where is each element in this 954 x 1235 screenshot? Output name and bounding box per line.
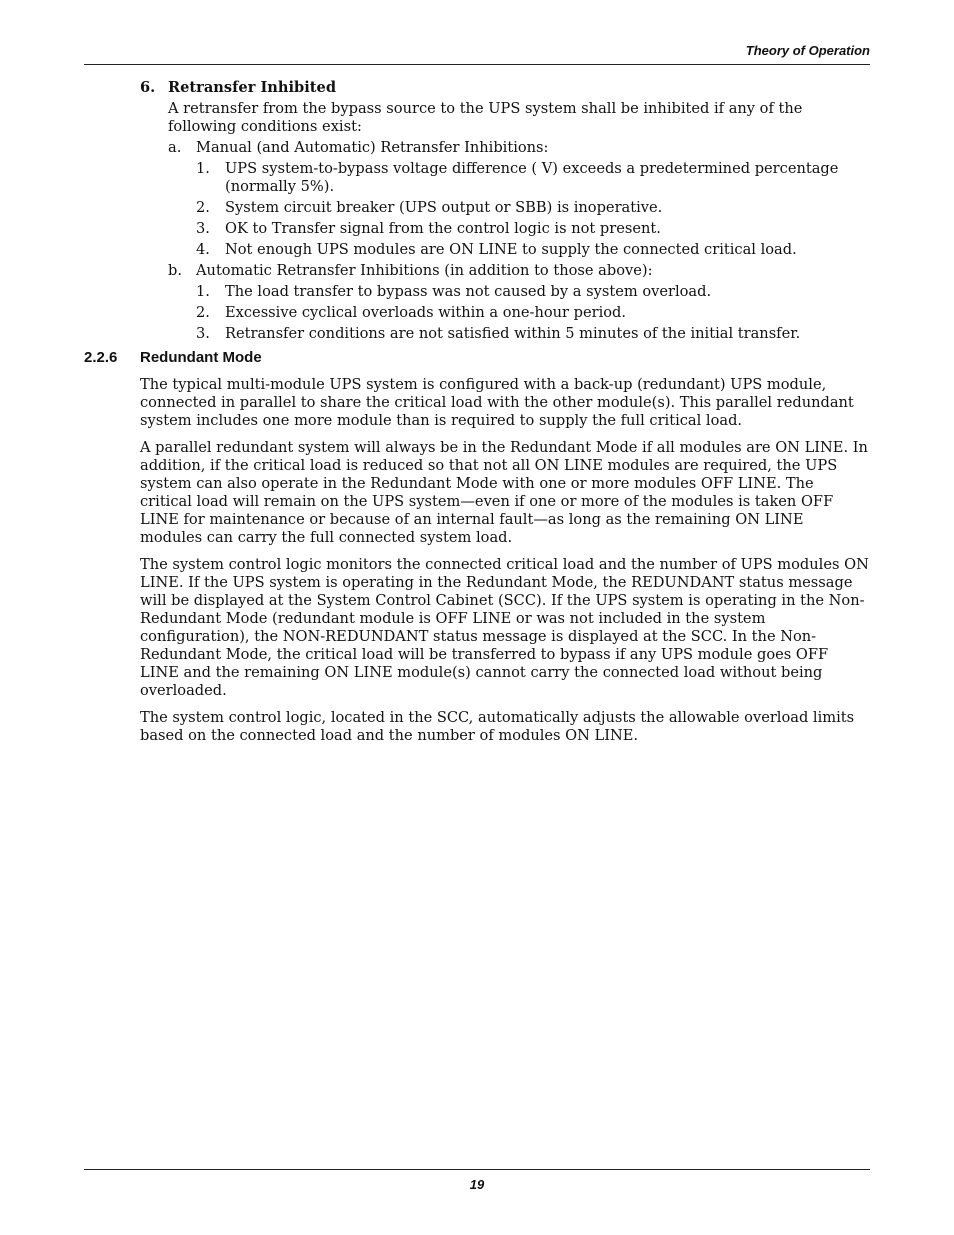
list-item-number: 2. (196, 304, 210, 321)
page-content (84, 79, 870, 745)
item-6-intro: A retransfer from the bypass source to the UPS system shall be inhibited if any of the following conditions exist: (168, 100, 803, 135)
section-number: 2.2.6 (84, 349, 118, 366)
running-header-title: Theory of Operation (745, 43, 870, 58)
list-item-number: 1. (196, 160, 210, 177)
list-item-text: System circuit breaker (UPS output or SBB) is inoperative. (225, 199, 663, 216)
list-item-text: The load transfer to bypass was not caused by a system overload. (225, 283, 712, 300)
item-6-title: Retransfer Inhibited (168, 79, 337, 96)
sub-item-b-text: Automatic Retransfer Inhibitions (in addition to those above): (196, 262, 653, 279)
item-6-number: 6. (140, 79, 156, 96)
list-item-number: 2. (196, 199, 210, 216)
body-paragraph: The system control logic monitors the connected critical load and the number of UPS modules ON LINE. If the UPS system is operating in the Redundant Mode, the REDUNDANT status message will be displayed at the System Control Cabinet (SCC). If the UPS system is operating in the Non-Redundant Mode (redundant module is OFF LINE or was not included in the system configuration), the NON-REDUNDANT status message is displayed at the SCC. In the Non-Redundant Mode, the critical load will be transferred to bypass if any UPS module goes OFF LINE and the remaining ON LINE module(s) cannot carry the connected load without being overloaded. (140, 556, 869, 699)
list-item-text: UPS system-to-bypass voltage difference ( V) exceeds a predetermined percentage (normally 5%). (225, 160, 839, 195)
list-item (196, 241, 870, 259)
header-rule (84, 64, 870, 65)
page-number: 19 (469, 1177, 485, 1192)
list-item (196, 325, 870, 343)
list-item-text: OK to Transfer signal from the control logic is not present. (225, 220, 661, 237)
sub-item-a-text: Manual (and Automatic) Retransfer Inhibitions: (196, 139, 549, 156)
body-paragraph: The typical multi-module UPS system is configured with a back-up (redundant) UPS module, connected in parallel to share the critical load with the other module(s). This parallel redundant system includes one more module than is required to supply the full critical load. (140, 376, 854, 429)
section-heading (84, 349, 870, 367)
body-paragraph: A parallel redundant system will always be in the Redundant Mode if all modules are ON LINE. In addition, if the critical load is reduced so that not all ON LINE modules are required, the UPS system can also operate in the Redundant Mode with one or more modules OFF LINE. The critical load will remain on the UPS system—even if one or more of the modules is taken OFF LINE for maintenance or because of an internal fault—as long as the remaining ON LINE modules can carry the full connected system load. (140, 439, 868, 546)
sub-item-b (168, 262, 870, 280)
list-item-number: 3. (196, 325, 210, 342)
list-item-text: Not enough UPS modules are ON LINE to supply the connected critical load. (225, 241, 797, 258)
list-item (196, 160, 870, 196)
item-6-heading (140, 79, 870, 97)
list-item (196, 283, 870, 301)
list-item-number: 1. (196, 283, 210, 300)
sub-item-a-label: a. (168, 139, 182, 156)
section-title: Redundant Mode (140, 349, 262, 366)
list-item (196, 304, 870, 322)
list-item (196, 220, 870, 238)
list-item (196, 199, 870, 217)
list-item-number: 3. (196, 220, 210, 237)
sub-item-a (168, 139, 870, 157)
body-paragraph: The system control logic, located in the SCC, automatically adjusts the allowable overload limits based on the connected load and the number of modules ON LINE. (140, 709, 855, 744)
sub-item-b-label: b. (168, 262, 182, 279)
list-item-text: Retransfer conditions are not satisfied within 5 minutes of the initial transfer. (225, 325, 801, 342)
footer-rule (84, 1169, 870, 1170)
list-item-number: 4. (196, 241, 210, 258)
list-item-text: Excessive cyclical overloads within a one-hour period. (225, 304, 627, 321)
